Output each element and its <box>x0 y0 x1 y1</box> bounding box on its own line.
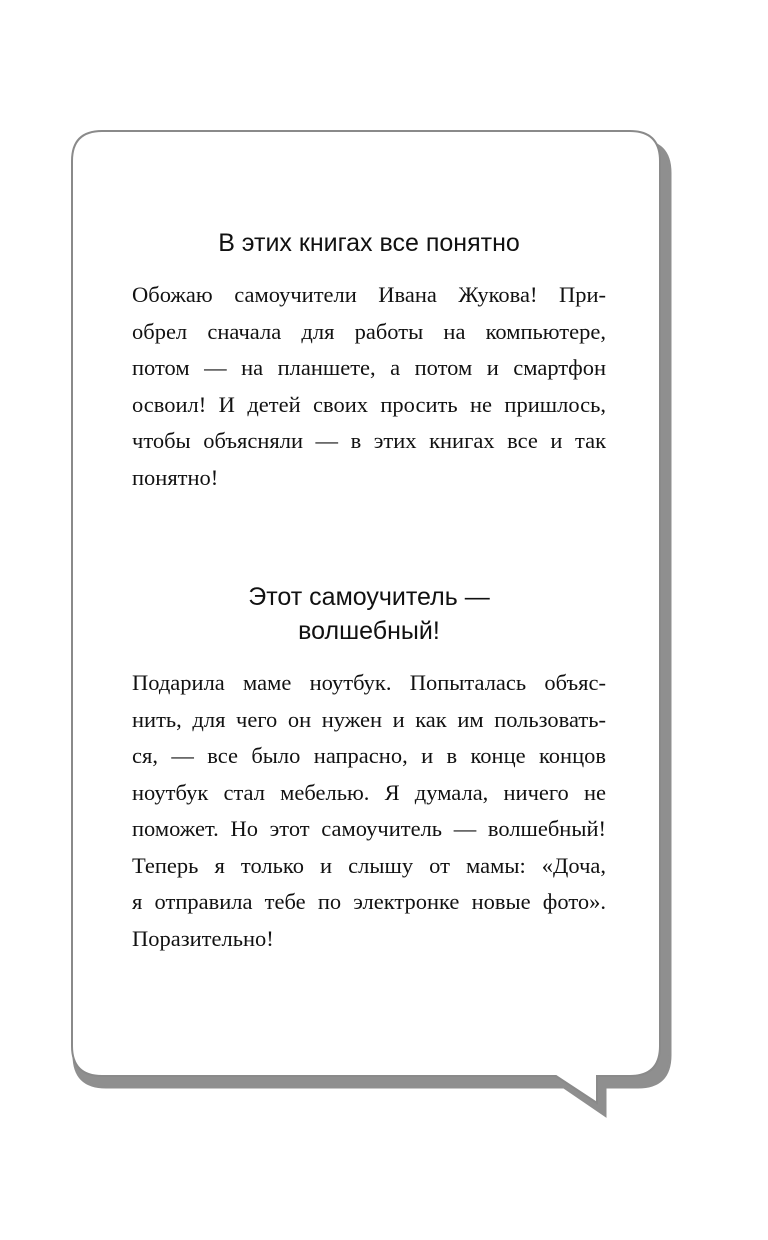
review-2-line: нить, для чего он нужен и как им пользовать- <box>132 706 606 732</box>
review-1-line: обрел сначала для работы на компьютере, <box>132 318 606 344</box>
review-1-text <box>132 277 606 496</box>
review-2-title-line: Этот самоучитель — <box>248 583 490 611</box>
review-1-line: Обожаю самоучители Ивана Жукова! При- <box>132 282 606 307</box>
review-2-line: Подарила маме ноутбук. Попыталась объяс- <box>132 670 606 695</box>
review-2-line: Теперь я только и слышу от мамы: «Доча, <box>132 852 606 878</box>
reviews-container <box>132 226 606 957</box>
review-1-line: освоил! И детей своих просить не пришлось, <box>132 391 606 417</box>
review-2-line: я отправила тебе по электронке новые фото». <box>132 889 606 914</box>
review-2-line: Поразительно! <box>132 925 274 951</box>
review-1-title: В этих книгах все понятно <box>218 229 520 257</box>
review-1-line: понятно! <box>132 464 219 490</box>
review-1-line: потом — на планшете, а потом и смартфон <box>132 355 606 380</box>
review-2-title-line: волшебный! <box>298 617 440 645</box>
review-2-line: ноутбук стал мебелью. Я думала, ничего не <box>132 779 606 805</box>
review-2-text <box>132 665 606 957</box>
review-2-line: ся, — все было напрасно, и в конце концов <box>132 743 606 768</box>
review-1-line: чтобы объясняли — в этих книгах все и так <box>132 428 606 453</box>
review-2-title <box>132 580 606 648</box>
review-2-line: поможет. Но этот самоучитель — волшебный! <box>132 816 606 841</box>
